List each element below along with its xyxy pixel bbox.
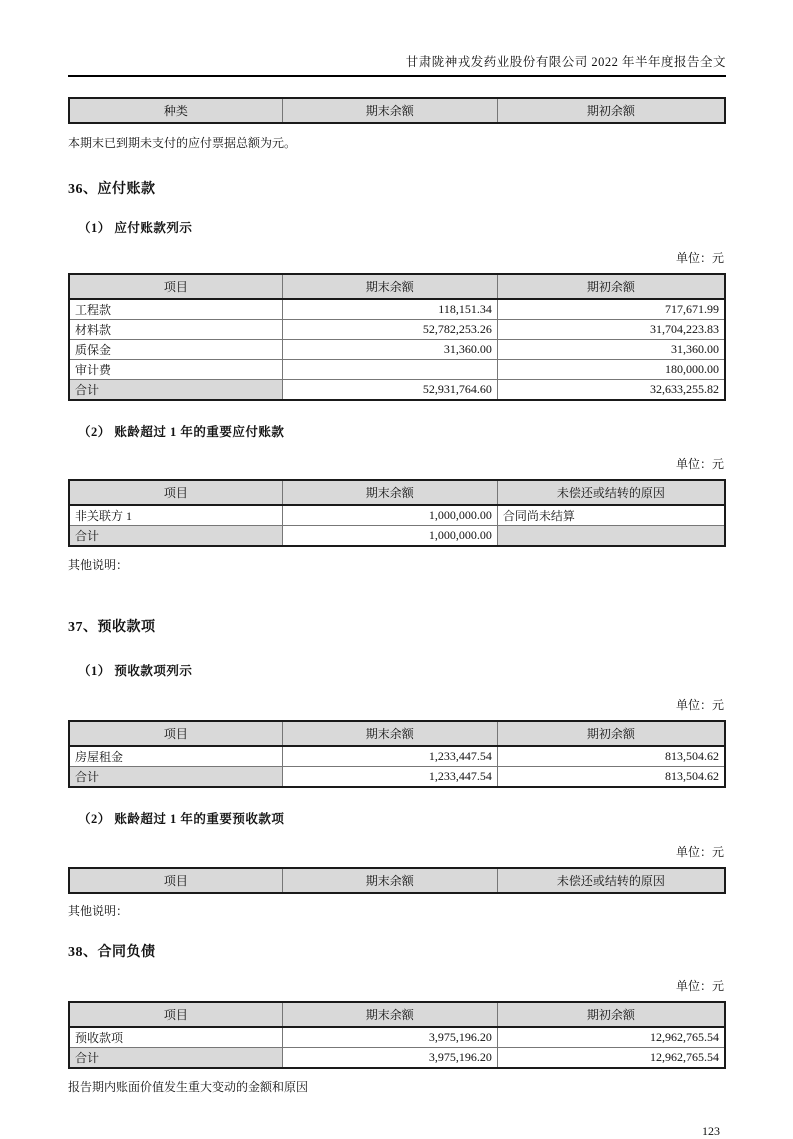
- table-row: [69, 360, 725, 380]
- table-cell: 审计费: [69, 360, 282, 380]
- table-cell: 180,000.00: [497, 360, 725, 380]
- table-cell: 1,233,447.54: [282, 767, 497, 788]
- table-cell: 1,000,000.00: [282, 505, 497, 526]
- table-cell: 813,504.62: [497, 746, 725, 767]
- table-cell: 合计: [69, 767, 282, 788]
- column-header: 项目: [69, 721, 282, 746]
- table-cell: 717,671.99: [497, 299, 725, 320]
- table-cell: 12,962,765.54: [497, 1048, 725, 1069]
- contract-liabilities-note: 报告期内账面价值发生重大变动的金额和原因: [68, 1080, 309, 1094]
- column-header: 未偿还或结转的原因: [497, 480, 725, 505]
- column-header: 项目: [69, 274, 282, 299]
- table-header-row: [69, 480, 725, 505]
- other-note-label: 其他说明：: [68, 904, 129, 918]
- accounts-payable-list-table: [68, 273, 726, 401]
- bills-payable-note: 本期末已到期未支付的应付票据总额为元。: [68, 136, 297, 150]
- document-header-title: 甘肃陇神戎发药业股份有限公司 2022 年半年度报告全文: [68, 52, 726, 77]
- table-cell: 813,504.62: [497, 767, 725, 788]
- table-row: [69, 380, 725, 401]
- table-cell: 合计: [69, 1048, 282, 1069]
- page-number: 123: [702, 1124, 720, 1138]
- table-cell: 31,360.00: [497, 340, 725, 360]
- table-cell: 合计: [69, 380, 282, 401]
- table-cell: 房屋租金: [69, 746, 282, 767]
- column-header: 项目: [69, 480, 282, 505]
- column-header: 期初余额: [497, 721, 725, 746]
- table-cell: 52,782,253.26: [282, 320, 497, 340]
- table-cell: 31,704,223.83: [497, 320, 725, 340]
- table-cell: [497, 526, 725, 547]
- table-cell: 1,000,000.00: [282, 526, 497, 547]
- table-cell: 合计: [69, 526, 282, 547]
- table-cell: 工程款: [69, 299, 282, 320]
- other-note-label: 其他说明：: [68, 558, 129, 572]
- column-header: 种类: [69, 98, 282, 123]
- table-cell: 52,931,764.60: [282, 380, 497, 401]
- section-37-sub2-heading: （2） 账龄超过 1 年的重要预收款项: [78, 812, 285, 826]
- section-36-sub2-heading: （2） 账龄超过 1 年的重要应付账款: [78, 425, 285, 439]
- table-cell: 3,975,196.20: [282, 1048, 497, 1069]
- unit-label: 单位：元: [675, 979, 724, 993]
- column-header: 期末余额: [282, 98, 497, 123]
- table-cell: 12,962,765.54: [497, 1027, 725, 1048]
- unit-label: 单位：元: [675, 251, 724, 265]
- table-cell: 118,151.34: [282, 299, 497, 320]
- bills-payable-table: [68, 97, 726, 124]
- accounts-payable-aged-table: [68, 479, 726, 547]
- table-row: [69, 299, 725, 320]
- table-row: [69, 767, 725, 788]
- table-row: [69, 746, 725, 767]
- table-header-row: [69, 868, 725, 893]
- column-header: 期末余额: [282, 868, 497, 893]
- column-header: 期末余额: [282, 1002, 497, 1027]
- section-37-sub1-heading: （1） 预收款项列示: [78, 664, 193, 678]
- section-37-heading: 37、预收款项: [68, 620, 156, 635]
- section-38-heading: 38、合同负债: [68, 945, 156, 960]
- table-row: [69, 1027, 725, 1048]
- unit-label: 单位：元: [675, 845, 724, 859]
- table-cell: [282, 360, 497, 380]
- table-header-row: [69, 1002, 725, 1027]
- unit-label: 单位：元: [675, 457, 724, 471]
- advances-received-aged-table: [68, 867, 726, 894]
- table-row: [69, 1048, 725, 1069]
- table-row: [69, 505, 725, 526]
- column-header: 期初余额: [497, 1002, 725, 1027]
- advances-received-list-table: [68, 720, 726, 788]
- table-header-row: [69, 98, 725, 123]
- table-cell: 合同尚未结算: [497, 505, 725, 526]
- column-header: 项目: [69, 868, 282, 893]
- table-cell: 3,975,196.20: [282, 1027, 497, 1048]
- column-header: 项目: [69, 1002, 282, 1027]
- table-cell: 材料款: [69, 320, 282, 340]
- table-row: [69, 526, 725, 547]
- table-row: [69, 320, 725, 340]
- column-header: 期末余额: [282, 274, 497, 299]
- table-cell: 质保金: [69, 340, 282, 360]
- table-cell: 31,360.00: [282, 340, 497, 360]
- table-header-row: [69, 274, 725, 299]
- column-header: 期末余额: [282, 480, 497, 505]
- table-cell: 预收款项: [69, 1027, 282, 1048]
- contract-liabilities-table: [68, 1001, 726, 1069]
- table-header-row: [69, 721, 725, 746]
- column-header: 期末余额: [282, 721, 497, 746]
- table-cell: 32,633,255.82: [497, 380, 725, 401]
- table-cell: 非关联方 1: [69, 505, 282, 526]
- section-36-sub1-heading: （1） 应付账款列示: [78, 221, 193, 235]
- table-row: [69, 340, 725, 360]
- column-header: 期初余额: [497, 274, 725, 299]
- column-header: 期初余额: [497, 98, 725, 123]
- section-36-heading: 36、应付账款: [68, 182, 156, 197]
- column-header: 未偿还或结转的原因: [497, 868, 725, 893]
- unit-label: 单位：元: [675, 698, 724, 712]
- table-cell: 1,233,447.54: [282, 746, 497, 767]
